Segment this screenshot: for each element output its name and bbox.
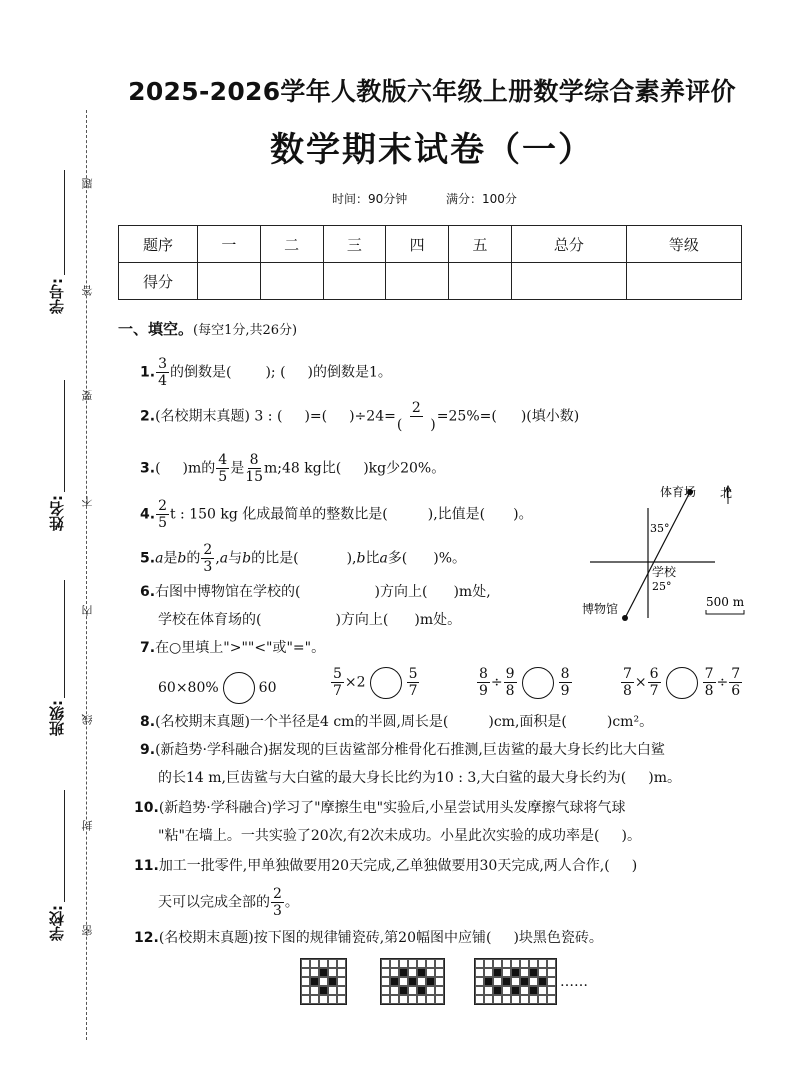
tile [502,995,511,1004]
tile [337,968,346,977]
tile [301,977,310,986]
fraction: $\frac{2}{5}$ [158,498,167,531]
margin-char: 封 [81,820,94,831]
table-header-cell: 四 [386,226,449,263]
direction-diagram [580,478,780,653]
tile [319,986,328,995]
compare-circle[interactable] [370,667,402,699]
tile [390,977,399,986]
tile [520,959,529,968]
score-cell[interactable] [260,263,323,300]
tile [426,977,435,986]
tile [529,977,538,986]
question-10-line-2: "粘"在墙上。一共实验了20次,有2次未成功。小星此次实验的成功率是( )。 [158,828,641,844]
tile [408,968,417,977]
tile [408,977,417,986]
tile [381,977,390,986]
student-id-blank [64,170,65,275]
tile [337,959,346,968]
tile [328,986,337,995]
tile [417,968,426,977]
tile [328,995,337,1004]
tile [399,959,408,968]
question-11-line-2: 天可以完成全部的 $\frac{2}{3}$ 。 [158,886,299,919]
tile [475,959,484,968]
tile [475,986,484,995]
tile [435,959,444,968]
tile [399,968,408,977]
tile [475,977,484,986]
tile [301,995,310,1004]
museum-label: 博物馆 [582,602,619,616]
scale-bar [706,610,744,614]
fraction: $\frac{8}{15}$ [245,452,264,485]
tile [426,968,435,977]
tile [538,986,547,995]
tile [390,995,399,1004]
tile [520,995,529,1004]
tile-pattern-3 [474,958,557,1005]
tile [484,995,493,1004]
compare-circle[interactable] [666,667,698,699]
tile [390,986,399,995]
score-table [118,225,742,300]
fraction: $\frac{4}{5}$ [218,452,228,485]
stadium-label: 体育场 [660,485,697,499]
score-cell[interactable] [198,263,261,300]
tile [475,968,484,977]
tile [319,977,328,986]
student-id-label: 学号: [48,278,66,314]
tile [511,986,520,995]
score-cell[interactable] [626,263,741,300]
tile [538,977,547,986]
tile [502,959,511,968]
tile [381,995,390,1004]
table-header-cell: 三 [323,226,386,263]
tile [310,986,319,995]
question-9-line-1: 9.(新趋势·学科融合)据发现的巨齿鲨部分椎骨化石推测,巨齿鲨的最大身长约比大白鲨 [140,742,665,758]
school-blank [64,790,65,902]
tile [310,968,319,977]
score-cell[interactable] [323,263,386,300]
stadium-school-line [625,492,690,618]
angle-25-label: 25° [652,580,672,593]
tile [502,977,511,986]
tile [511,977,520,986]
tile [435,995,444,1004]
tile [435,968,444,977]
binding-dashed-line [86,110,87,1040]
tile [475,995,484,1004]
tile [328,968,337,977]
margin-char: 密 [81,925,94,936]
tile [502,986,511,995]
scale-label: 500 m [706,595,745,609]
tile [417,977,426,986]
tile [381,959,390,968]
tile [529,986,538,995]
table-header-cell: 等级 [626,226,741,263]
comparison-3: $\frac{8}{9}$ ÷ $\frac{9}{8}$ $\frac{8}{9}$ [479,666,570,699]
score-table-header-row [119,226,742,263]
question-12: 12.(名校期末真题)按下图的规律铺瓷砖,第20幅图中应铺( )块黑色瓷砖。 [134,930,603,946]
tile [529,959,538,968]
tile [511,995,520,1004]
tile [538,959,547,968]
table-header-cell: 二 [260,226,323,263]
question-3: 3.( )m的 $\frac{4}{5}$ 是 $\frac{8}{15}$ m;48 kg比( )kg少20%。 [140,452,446,485]
margin-char: 要 [81,390,94,401]
angle-35-label: 35° [650,522,670,535]
name-label: 姓名: [48,495,66,531]
tile [417,959,426,968]
table-header-cell: 题序 [119,226,198,263]
tile [511,968,520,977]
question-1: 1. $\frac{3}{4}$ 的倒数是( ); ( )的倒数是1。 [140,356,392,389]
tile [390,959,399,968]
tile [547,977,556,986]
tile [484,986,493,995]
tile [435,986,444,995]
tile [301,959,310,968]
comparison-1: 60×80% 60 [158,672,277,704]
tile [328,959,337,968]
tile [547,959,556,968]
tile [408,995,417,1004]
question-11-line-1: 11.加工一批零件,甲单独做要用20天完成,乙单独做要用30天完成,两人合作,( ) [134,858,638,874]
section-heading: 一、填空。(每空1分,共26分) [118,320,298,338]
tile [520,986,529,995]
compare-circle[interactable] [522,667,554,699]
question-6-line-2: 学校在体育场的( )方向上( )m处。 [158,612,462,628]
margin-char: 不 [81,496,94,507]
class-blank [64,580,65,698]
compare-circle[interactable] [223,672,255,704]
school-label: 学校 [652,565,677,579]
question-10-line-1: 10.(新趋势·学科融合)学习了"摩擦生电"实验后,小星尝试用头发摩擦气球将气球 [134,800,626,816]
exam-series-title: 2025-2026学年人教版六年级上册数学综合素养评价 [128,77,736,106]
tile [328,977,337,986]
fraction: $\frac{3}{4}$ [158,356,167,389]
table-row-label: 得分 [119,263,198,300]
tile [426,959,435,968]
tile [529,995,538,1004]
tile [493,995,502,1004]
tile [417,995,426,1004]
tile [529,968,538,977]
tile [301,986,310,995]
exam-title: 数学期末试卷（一） [270,130,594,170]
tile [408,986,417,995]
table-header-cell: 一 [198,226,261,263]
score-cell[interactable] [386,263,449,300]
exam-full-score: 满分：100分 [446,192,517,206]
tile [538,995,547,1004]
tile [319,995,328,1004]
tile [520,977,529,986]
comparison-4: $\frac{7}{8}$ × $\frac{6}{7}$ $\frac{7}{8}$ ÷ $\frac{7}{6}$ [623,666,741,699]
north-label: 北 [720,486,733,500]
fraction: $\frac{2}{( )}$ [396,400,436,433]
table-header-cell: 五 [449,226,512,263]
tile [399,977,408,986]
tile [511,959,520,968]
tile [426,995,435,1004]
class-label: 班级: [48,700,66,736]
continuation-dots: …… [560,974,588,990]
tile [484,959,493,968]
margin-char: 内 [81,605,94,616]
tile [426,986,435,995]
question-9-line-2: 的长14 m,巨齿鲨与大白鲨的最大身长比约为10 : 3,大白鲨的最大身长约为( )m。 [158,770,681,786]
question-7: 7.在○里填上">""<"或"="。 [140,640,326,656]
question-5: 5.a是b的 $\frac{2}{3}$ ,a与b的比是( ),b比a多( )%。 [140,542,467,575]
tile [337,986,346,995]
name-blank [64,380,65,492]
tile [319,959,328,968]
tile [493,959,502,968]
tile [390,968,399,977]
tile [547,995,556,1004]
question-6-line-1: 6.右图中博物馆在学校的( )方向上( )m处, [140,584,491,600]
question-8: 8.(名校期末真题)一个半径是4 cm的半圆,周长是( )cm,面积是( )cm²。 [140,714,654,730]
question-2: 2.(名校期末真题) 3 : ( )=( )÷24= $\frac{2}{( )}$ =25%=( )(填小数) [140,400,580,433]
fraction: $\frac{2}{3}$ [273,886,282,919]
tile [337,977,346,986]
tile-pattern-2 [380,958,445,1005]
tile [310,995,319,1004]
margin-char: 题 [81,178,94,189]
tile [399,995,408,1004]
tile [301,968,310,977]
tile [381,968,390,977]
question-4: 4. $\frac{2}{5}$ t : 150 kg 化成最简单的整数比是( ),比值是( )。 [140,498,533,531]
tile [502,968,511,977]
museum-point [622,615,628,621]
tile [381,986,390,995]
margin-char: 线 [81,714,94,725]
tile [417,986,426,995]
tile [493,977,502,986]
exam-time: 时间：90分钟 [332,192,408,206]
fraction: $\frac{2}{3}$ [203,542,213,575]
margin-char: 答 [81,285,94,296]
tile [547,986,556,995]
tile-pattern-1 [300,958,347,1005]
tile [493,968,502,977]
school-label: 学校: [48,905,66,941]
tile [337,995,346,1004]
tile [538,968,547,977]
table-header-cell: 总分 [511,226,626,263]
tile [408,959,417,968]
tile [520,968,529,977]
tile [484,977,493,986]
tile [484,968,493,977]
tile [310,959,319,968]
tile [435,977,444,986]
score-cell[interactable] [449,263,512,300]
tile [319,968,328,977]
tile [399,986,408,995]
tile [547,968,556,977]
tile [493,986,502,995]
tile [310,977,319,986]
comparison-2: $\frac{5}{7}$ ×2 $\frac{5}{7}$ [333,666,418,699]
score-table-score-row [119,263,742,300]
score-cell[interactable] [511,263,626,300]
